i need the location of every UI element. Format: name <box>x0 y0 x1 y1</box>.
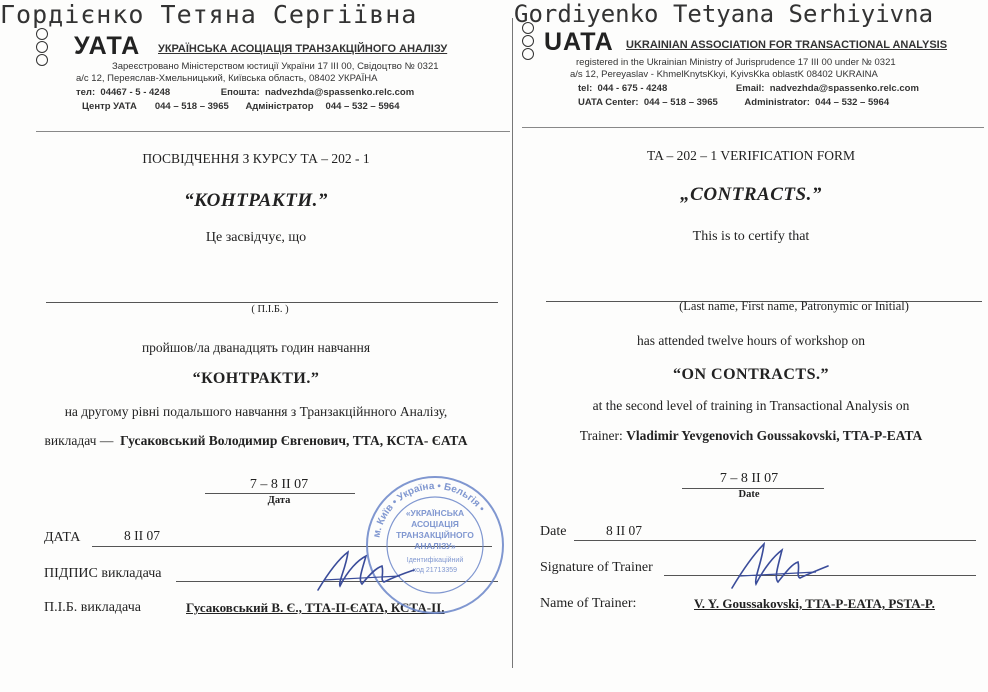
trainer-name-value: V. Y. Goussakovski, TTA-P-EATA, PSTA-P. <box>694 596 935 611</box>
course-heading: TA – 202 – 1 VERIFICATION FORM <box>647 148 855 163</box>
signature-label: Signature of Trainer <box>540 560 653 575</box>
header-rule <box>522 127 984 128</box>
contact-line: тел: 04467 - 5 - 4248 Епошта: nadvezhda@spassenko.relc.com <box>76 87 415 98</box>
date-caption: Date <box>738 489 760 500</box>
date-caption: Дата <box>267 495 291 506</box>
level-text: at the second level of training in Transactional Analysis on <box>592 398 910 413</box>
signature-label: ПІДПИС викладача <box>44 566 162 581</box>
svg-text:АНАЛІЗУ»: АНАЛІЗУ» <box>414 541 456 551</box>
brand-name: УАТА <box>74 32 141 60</box>
svg-text:ТРАНЗАКЦІЙНОГО: ТРАНЗАКЦІЙНОГО <box>396 530 474 540</box>
date-line <box>205 493 355 494</box>
address-line: а/с 12, Переяслав-Хмельницький, Київська область, 08402 УКРАЇНА <box>76 73 378 84</box>
course-title: “КОНТРАКТИ.” <box>184 190 328 211</box>
organization-name: УКРАЇНСЬКА АСОЦІАЦІЯ ТРАНЗАКЦІЙНОГО АНАЛІЗУ <box>158 43 448 55</box>
svg-text:АСОЦІАЦІЯ: АСОЦІАЦІЯ <box>411 519 459 529</box>
name-caption: ( П.І.Б. ) <box>251 304 289 315</box>
level-text: на другому рівні подальшого навчання з Транзакційнного Аналізу, <box>64 404 448 419</box>
center-line: Центр УАТА 044 – 518 – 3965 Адміністратор 044 – 532 – 5964 <box>82 101 400 112</box>
date-label: ДАТА <box>44 530 81 545</box>
trainer-line: Trainer: Vladimir Yevgenovich Goussakovski, TTA-P-EATA <box>579 428 923 443</box>
trainer-name-label: Name of Trainer: <box>540 596 637 611</box>
date-field-value: 8 II 07 <box>606 523 642 538</box>
recipient-name: Gordiyenko Tetyana Serhiyivna <box>514 0 934 28</box>
trainer-signature-right <box>724 536 834 596</box>
registration-line: Зареєстровано Міністерством юстиції України 17 III 00, Свідоцтво № 0321 <box>112 61 439 72</box>
trainer-name-value: Гусаковський В. Є., ТТА-П-ЄАТА, КСТА-ІІ. <box>186 600 445 615</box>
registration-line: registered in the Ukrainian Ministry of Jurisprudence 17 III 00 under № 0321 <box>576 57 896 68</box>
address-line: a/s 12, Pereyaslav - KhmelKnytsKkyi, KyivsKka oblastK 08402 UKRAINA <box>570 69 878 80</box>
organization-name: UKRAINIAN ASSOCIATION FOR TRANSACTIONAL ANALYSIS <box>626 39 948 51</box>
svg-text:«УКРАЇНСЬКА: «УКРАЇНСЬКА <box>405 508 465 518</box>
trainer-name-label: П.І.Б. викладача <box>44 600 141 615</box>
workshop-title: “КОНТРАКТИ.” <box>192 370 320 387</box>
contact-line: tel: 044 - 675 - 4248 Email: nadvezhda@spassenko.relc.com <box>578 83 919 94</box>
attended-text: пройшов/ла дванадцять годин навчання <box>141 340 371 355</box>
svg-text:Ідентифікаційний: Ідентифікаційний <box>406 557 464 564</box>
course-title: „CONTRACTS.” <box>680 184 822 205</box>
trainer-signature-left <box>310 540 420 600</box>
trainer-line: викладач — Гусаковський Володимир Євгенович, ТТА, КСТА- ЄАТА <box>44 433 468 448</box>
name-caption: (Last name, First name, Patronymic or Initial) <box>679 299 909 313</box>
certify-text: This is to certify that <box>692 229 810 244</box>
name-line <box>46 302 498 303</box>
page-divider <box>512 18 513 668</box>
certify-text: Це засвідчує, що <box>205 230 307 245</box>
date-label: Date <box>540 524 567 539</box>
center-line: UATA Center: 044 – 518 – 3965 Administrator: 044 – 532 – 5964 <box>578 97 890 108</box>
date-value: 7 – 8 II 07 <box>249 477 309 492</box>
date-field-value: 8 II 07 <box>124 528 160 543</box>
header-rule <box>36 131 510 132</box>
workshop-title: “ON CONTRACTS.” <box>673 366 829 383</box>
uata-logo-icon <box>522 22 536 61</box>
uata-logo-icon <box>36 28 50 67</box>
attended-text: has attended twelve hours of workshop on <box>637 333 865 348</box>
brand-name: UATA <box>544 28 614 56</box>
date-value: 7 – 8 II 07 <box>719 471 779 486</box>
svg-text:код 21713359: код 21713359 <box>412 567 458 574</box>
course-heading: ПОСВІДЧЕННЯ З КУРСУ ТА – 202 - 1 <box>142 151 370 166</box>
recipient-name: Гордієнко Тетяна Сергіївна <box>0 0 418 29</box>
svg-text:м. Київ • Україна • Бельгія •: м. Київ • Україна • Бельгія • <box>371 480 487 539</box>
